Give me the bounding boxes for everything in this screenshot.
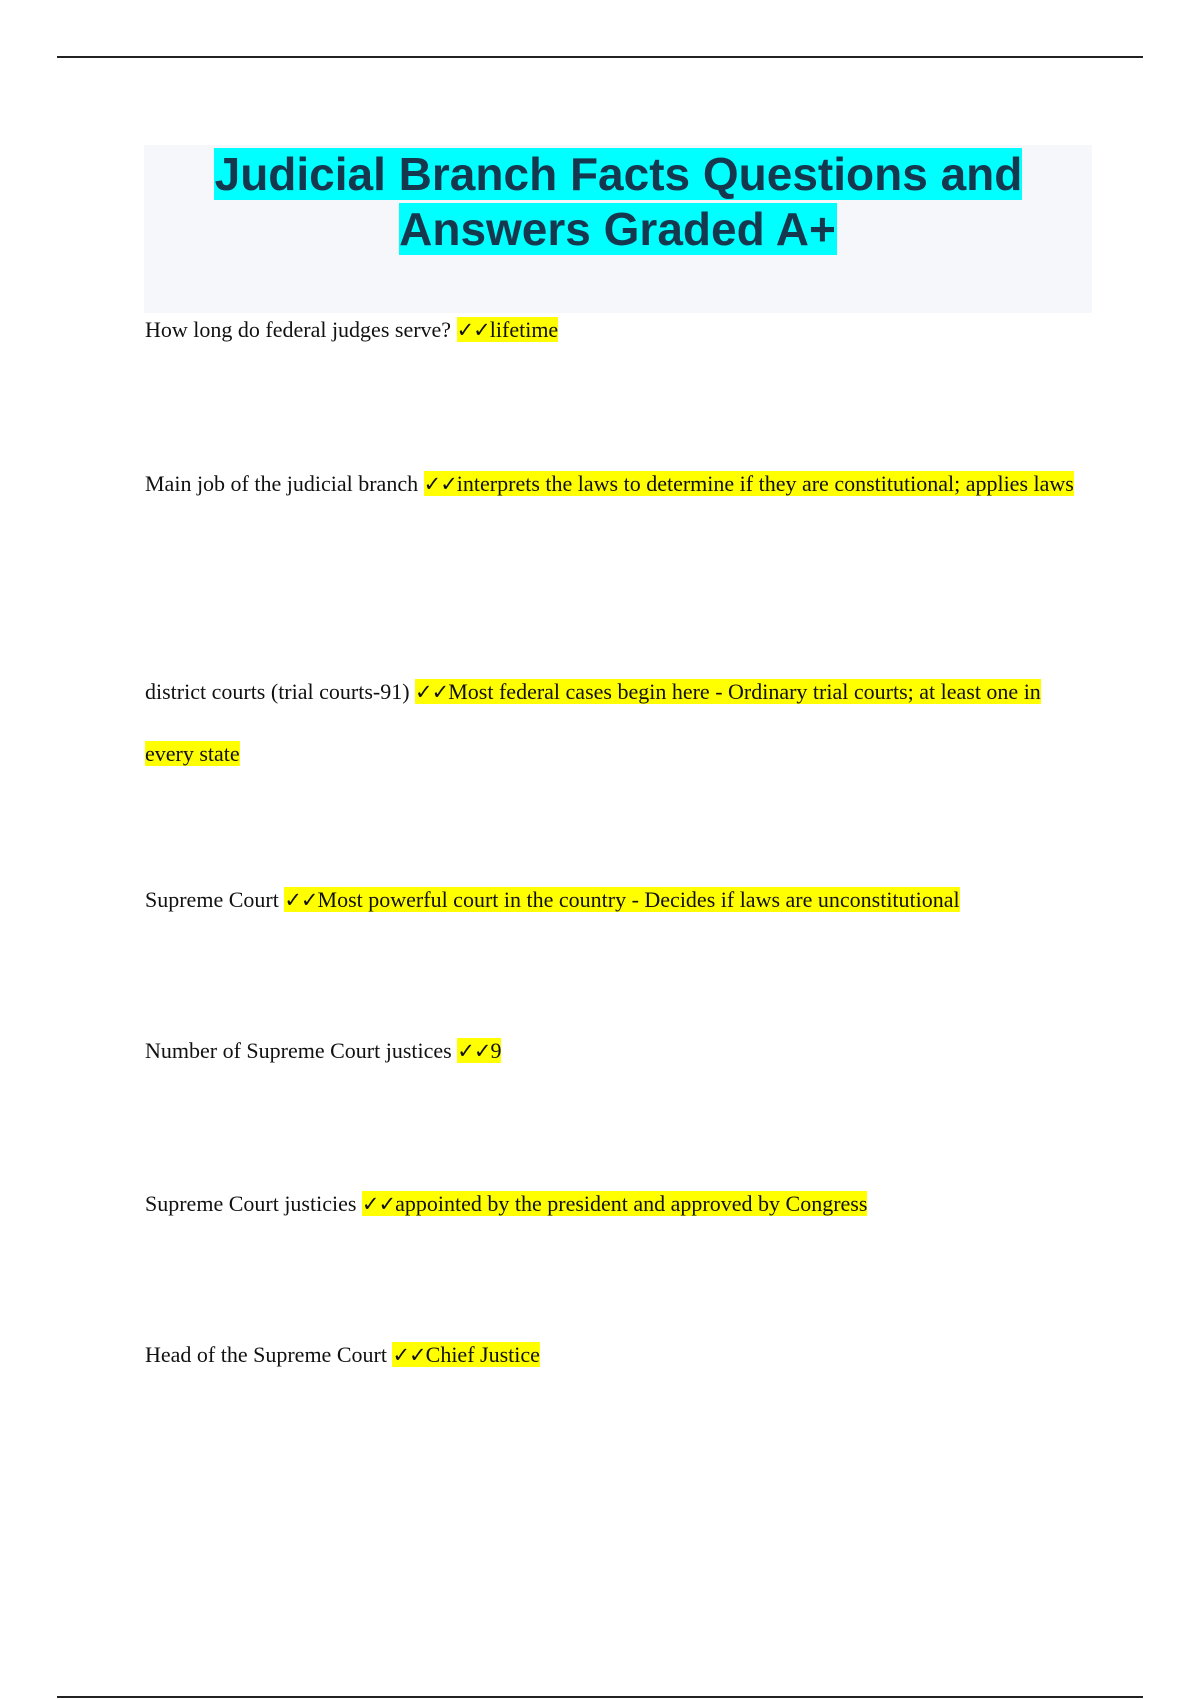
question: Supreme Court justicies (145, 1191, 357, 1216)
question: Supreme Court (145, 887, 279, 912)
qa-item-3 (145, 661, 1085, 784)
qa-item-1 (145, 299, 1085, 361)
answer-text: lifetime (489, 317, 559, 342)
qa-item-2 (145, 453, 1085, 515)
answer (284, 887, 959, 912)
header-rule (57, 56, 1143, 58)
answer-text: Most federal cases begin here - Ordinary trial courts; at least one in every state (145, 679, 1041, 766)
double-check-icon: ✓✓ (392, 1343, 426, 1367)
double-check-icon: ✓✓ (456, 318, 490, 342)
page-title (144, 145, 1092, 257)
question: Head of the Supreme Court (145, 1342, 387, 1367)
title-block (144, 145, 1092, 313)
qa-item-4 (145, 869, 1085, 931)
double-check-icon: ✓✓ (361, 1192, 396, 1216)
answer-text: Most powerful court in the country - Decides if laws are unconstitutional (317, 887, 960, 912)
answer (392, 1342, 539, 1367)
qa-item-7 (145, 1324, 1085, 1386)
qa-item-6 (145, 1173, 1085, 1235)
double-check-icon: ✓✓ (457, 1039, 491, 1063)
footer-rule (57, 1696, 1143, 1698)
question: district courts (trial courts-91) (145, 679, 410, 704)
question: How long do federal judges serve? (145, 317, 452, 342)
double-check-icon: ✓✓ (284, 888, 318, 912)
question: Number of Supreme Court justices (145, 1038, 452, 1063)
qa-item-5 (145, 1020, 1085, 1082)
answer (424, 471, 1074, 496)
answer-text: appointed by the president and approved by Congress (395, 1191, 868, 1216)
answer (457, 1038, 501, 1063)
question: Main job of the judicial branch (145, 471, 419, 496)
page-title-text: Judicial Branch Facts Questions and Answers Graded A+ (214, 148, 1023, 255)
answer-text: 9 (490, 1038, 502, 1063)
answer (362, 1191, 867, 1216)
double-check-icon: ✓✓ (415, 680, 449, 704)
double-check-icon: ✓✓ (423, 472, 457, 496)
answer-text: interprets the laws to determine if they are constitutional; applies laws (456, 471, 1074, 496)
answer-text: Chief Justice (425, 1342, 540, 1367)
answer (457, 317, 559, 342)
